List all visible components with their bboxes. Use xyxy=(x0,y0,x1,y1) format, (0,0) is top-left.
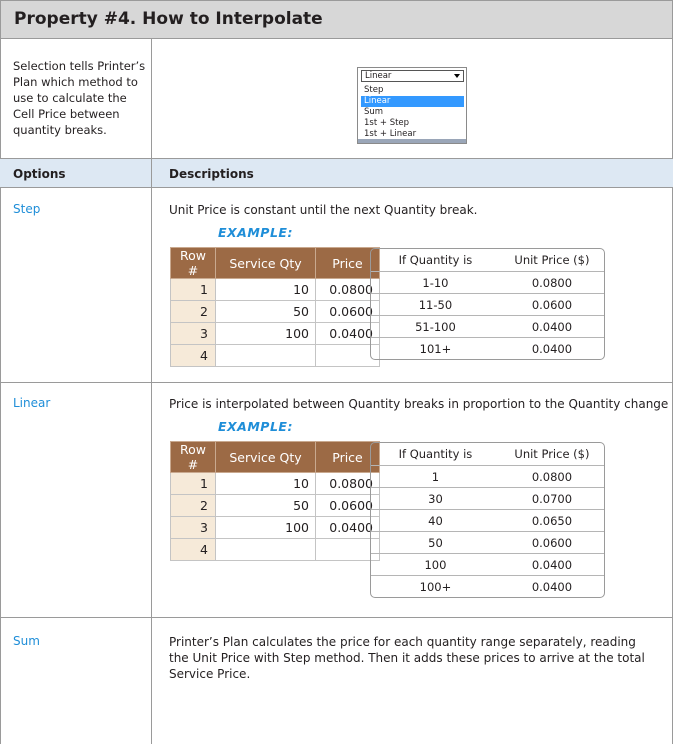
dropdown-option-1st-linear[interactable]: 1st + Linear xyxy=(364,129,417,139)
table-header-row xyxy=(171,442,380,473)
lookup-unit-price: 0.0600 xyxy=(531,536,573,550)
col-price: Price xyxy=(316,248,380,279)
service-qty-cell[interactable]: 10 xyxy=(216,473,316,495)
lookup-quantity: 50 xyxy=(428,536,443,550)
lookup-quantity: 51-100 xyxy=(415,320,456,334)
table-row xyxy=(171,345,380,367)
row-number: 2 xyxy=(171,495,216,517)
table-row xyxy=(171,517,380,539)
table-row xyxy=(171,495,380,517)
linear-lookup-table xyxy=(370,442,605,598)
row-number: 1 xyxy=(171,473,216,495)
lookup-quantity: 100 xyxy=(424,558,447,572)
lookup-unit-price: 0.0400 xyxy=(531,558,573,572)
lookup-unit-price: 0.0400 xyxy=(531,580,573,594)
page-title: Property #4. How to Interpolate xyxy=(14,9,323,29)
lookup-header-quantity: If Quantity is xyxy=(398,447,473,461)
column-divider xyxy=(151,39,152,744)
lookup-header-row xyxy=(371,249,604,271)
row-number: 3 xyxy=(171,323,216,345)
interpolation-dropdown[interactable] xyxy=(357,67,467,144)
section-divider xyxy=(0,382,673,383)
col-price: Price xyxy=(316,442,380,473)
row-number: 3 xyxy=(171,517,216,539)
lookup-quantity: 30 xyxy=(428,492,443,506)
table-row xyxy=(371,315,604,337)
lookup-unit-price: 0.0400 xyxy=(531,342,573,356)
dropdown-option-sum[interactable]: Sum xyxy=(364,107,384,117)
col-service-qty: Service Qty xyxy=(216,248,316,279)
price-cell[interactable]: 0.0400 xyxy=(316,517,380,539)
lookup-unit-price: 0.0400 xyxy=(531,320,573,334)
options-header: Options xyxy=(13,167,66,181)
lookup-quantity: 1 xyxy=(431,470,440,484)
table-row xyxy=(371,465,604,487)
table-row xyxy=(371,531,604,553)
chevron-down-icon[interactable] xyxy=(454,74,460,78)
table-row xyxy=(171,539,380,561)
step-lookup-table xyxy=(370,248,605,360)
price-cell[interactable]: 0.0800 xyxy=(316,279,380,301)
service-qty-cell[interactable]: 100 xyxy=(216,517,316,539)
column-header-band xyxy=(0,158,673,188)
dropdown-footer xyxy=(358,139,466,143)
dropdown-option-step[interactable]: Step xyxy=(364,85,384,95)
step-data-table xyxy=(170,247,380,367)
lookup-unit-price: 0.0700 xyxy=(531,492,573,506)
table-row xyxy=(371,271,604,293)
col-row-number: Row # xyxy=(171,248,216,279)
title-bar xyxy=(0,0,673,39)
lookup-header-unit-price: Unit Price ($) xyxy=(514,447,590,461)
price-cell[interactable]: 0.0600 xyxy=(316,495,380,517)
option-linear: Linear xyxy=(13,396,51,410)
service-qty-cell[interactable] xyxy=(216,539,316,561)
linear-description: Price is interpolated between Quantity breaks in proportion to the Quantity change xyxy=(169,397,669,411)
option-sum: Sum xyxy=(13,634,40,648)
table-row xyxy=(171,323,380,345)
step-description: Unit Price is constant until the next Quantity break. xyxy=(169,203,478,217)
table-row xyxy=(371,487,604,509)
lookup-unit-price: 0.0650 xyxy=(531,514,573,528)
lookup-unit-price: 0.0600 xyxy=(531,298,573,312)
price-cell[interactable]: 0.0600 xyxy=(316,301,380,323)
intro-text: Selection tells Printer’s Plan which method to use to calculate the Cell Price between quantity breaks. xyxy=(13,59,146,137)
step-example-label: EXAMPLE: xyxy=(218,225,293,240)
service-qty-cell[interactable]: 50 xyxy=(216,495,316,517)
lookup-quantity: 100+ xyxy=(419,580,452,594)
linear-example-label: EXAMPLE: xyxy=(218,419,293,434)
row-number: 4 xyxy=(171,539,216,561)
dropdown-option-1st-step[interactable]: 1st + Step xyxy=(364,118,410,128)
header-divider xyxy=(151,158,152,188)
service-qty-cell[interactable]: 10 xyxy=(216,279,316,301)
service-qty-cell[interactable]: 50 xyxy=(216,301,316,323)
lookup-header-unit-price: Unit Price ($) xyxy=(514,253,590,267)
service-qty-cell[interactable]: 100 xyxy=(216,323,316,345)
section-divider xyxy=(0,617,673,618)
option-step: Step xyxy=(13,202,41,216)
table-row xyxy=(371,293,604,315)
descriptions-header: Descriptions xyxy=(169,167,254,181)
lookup-header-row xyxy=(371,443,604,465)
table-row xyxy=(371,575,604,597)
dropdown-option-linear[interactable]: Linear xyxy=(361,96,464,107)
dropdown-select[interactable] xyxy=(361,70,464,82)
lookup-quantity: 11-50 xyxy=(418,298,453,312)
lookup-quantity: 1-10 xyxy=(422,276,449,290)
lookup-quantity: 40 xyxy=(428,514,443,528)
col-service-qty: Service Qty xyxy=(216,442,316,473)
col-row-number: Row # xyxy=(171,442,216,473)
price-cell[interactable]: 0.0800 xyxy=(316,473,380,495)
table-row xyxy=(371,553,604,575)
lookup-unit-price: 0.0800 xyxy=(531,470,573,484)
sum-description: Printer’s Plan calculates the price for each quantity range separately, reading the Unit Price with Step method. Then it adds these prices to arrive at the total Service Price. xyxy=(169,635,645,681)
row-number: 1 xyxy=(171,279,216,301)
table-row xyxy=(171,301,380,323)
table-row xyxy=(371,337,604,359)
table-header-row xyxy=(171,248,380,279)
price-cell[interactable]: 0.0400 xyxy=(316,323,380,345)
dropdown-options xyxy=(361,85,464,140)
linear-data-table xyxy=(170,441,380,561)
table-row xyxy=(171,473,380,495)
row-number: 4 xyxy=(171,345,216,367)
table-row xyxy=(171,279,380,301)
dropdown-selected-value: Linear xyxy=(365,71,392,81)
lookup-unit-price: 0.0800 xyxy=(531,276,573,290)
service-qty-cell[interactable] xyxy=(216,345,316,367)
lookup-quantity: 101+ xyxy=(419,342,452,356)
table-row xyxy=(371,509,604,531)
lookup-header-quantity: If Quantity is xyxy=(398,253,473,267)
row-number: 2 xyxy=(171,301,216,323)
